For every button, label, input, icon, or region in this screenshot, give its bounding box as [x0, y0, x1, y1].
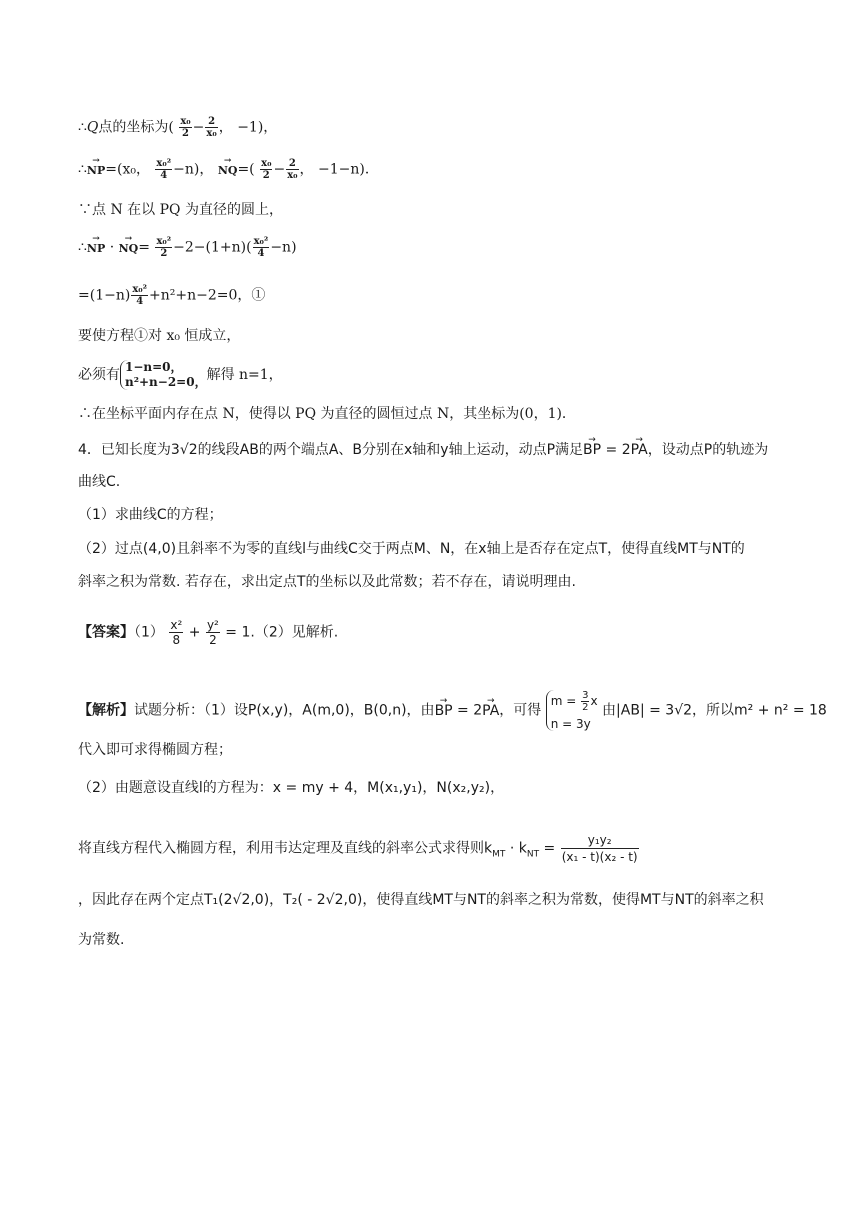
prev-line-1: ∴Q点的坐标为( $\frac{\text{x₀}}{2}$ − $\frac{2}{\text{x₀}}$ ， −1)，	[78, 116, 278, 139]
analysis-line-3: （2）由题意设直线l的方程为：x = my + 4，M(x₁,y₁)，N(x₂,y₂)，	[78, 780, 505, 796]
prev-line-4: ∴→ NP · → NQ= $\frac{\text{x₀²}}{2}$ −2−(1+n)( $\frac{\text{x₀²}}{4}$ −n)	[78, 236, 297, 259]
prev-line-6: 要使方程①对 x₀ 恒成立，	[78, 328, 241, 344]
prev-line-8: ∴在坐标平面内存在点 N，使得以 PQ 为直径的圆恒过点 N，其坐标为(0，1)．	[78, 406, 576, 422]
analysis-line-4: 将直线方程代入椭圆方程，利用韦达定理及直线的斜率公式求得则$k_{MT} \cdot k_{NT}$ = $\frac{\text{y₁y₂}}{\text{(x₁ - t)(x₂ - t)}}$	[78, 833, 638, 864]
analysis-line-5: ，因此存在两个定点T₁(2√2,0)，T₂( - 2√2,0)，使得直线MT与NT的斜率之积为常数，使得MT与NT的斜率之积	[78, 892, 764, 908]
analysis-line-1: 【解析】试题分析：（1）设P(x,y)，A(m,0)，B(0,n)，由→ BP = 2→ PA，可得 m = $\frac{3}{2}$ x n = 3y 由|AB| = 3√2，所以m² + n² = 18	[78, 690, 827, 731]
analysis-line-6: 为常数.	[78, 932, 125, 948]
prev-line-3: ∵点 N 在以 PQ 为直径的圆上，	[78, 202, 283, 218]
answer-label: 【答案】	[78, 624, 134, 641]
answer-line: 【答案】（1） $\frac{\text{x²}}{8}$ + $\frac{\text{y²}}{2}$ = 1.（2）见解析.	[78, 618, 339, 647]
prev-line-5: =(1−n) $\frac{\text{x₀²}}{4}$ +n²+n−2=0，①	[78, 284, 266, 307]
question-4-stem-cont: 曲线C.	[78, 474, 121, 490]
analysis-label: 【解析】	[78, 702, 134, 719]
prev-line-2: ∴→ NP=(x₀， $\frac{\text{x₀²}}{4}$ −n)， → NQ=( $\frac{\text{x₀}}{2}$ − $\frac{2}{\text{x₀}}$ ， −1−n)．	[78, 158, 379, 181]
question-4-stem: 4．已知长度为3√2的线段AB的两个端点A、B分别在x轴和y轴上运动，动点P满足→ BP = 2→ PA，设动点P的轨迹为	[78, 440, 768, 460]
prev-line-7: 必须有 1−n=0， n²+n−2=0， 解得 n=1，	[78, 360, 283, 389]
question-4-part-1: （1）求曲线C的方程；	[78, 507, 223, 523]
question-4-part-2: （2）过点(4,0)且斜率不为零的直线l与曲线C交于两点M、N，在x轴上是否存在定点T，使得直线MT与NT的	[78, 541, 745, 557]
analysis-line-2: 代入即可求得椭圆方程；	[78, 742, 232, 758]
question-4-part-2-cont: 斜率之积为常数. 若存在，求出定点T的坐标以及此常数；若不存在，请说明理由.	[78, 574, 576, 590]
